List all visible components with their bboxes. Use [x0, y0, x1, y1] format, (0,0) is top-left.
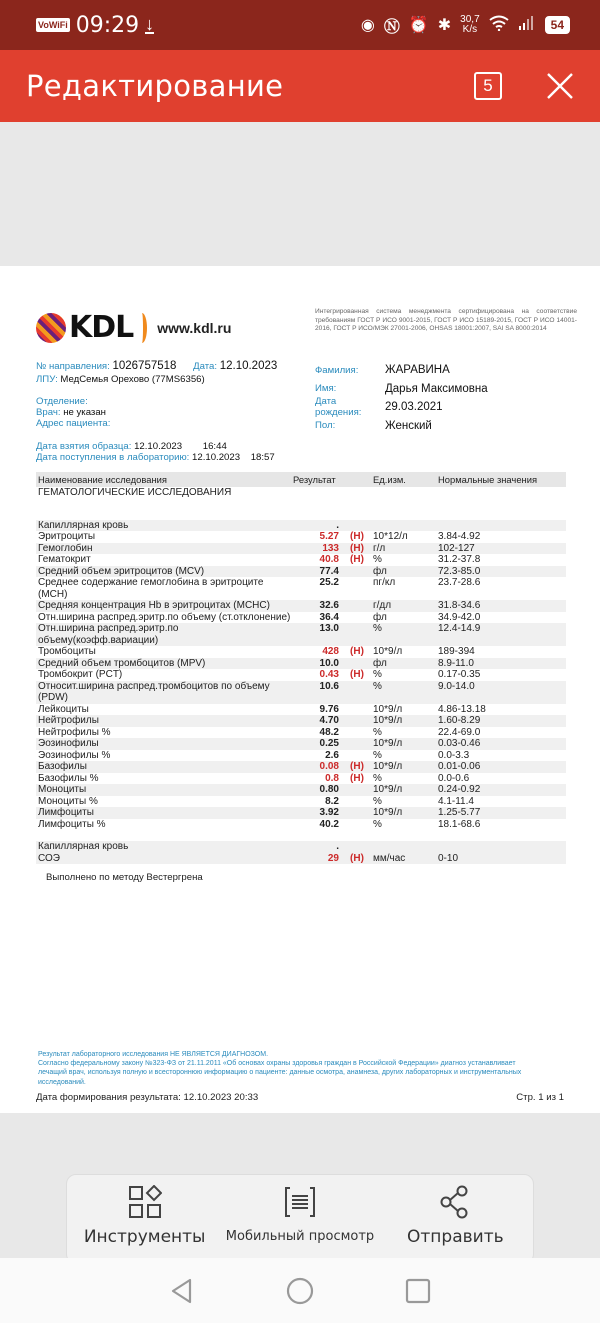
test-unit: фл [371, 658, 436, 670]
eye-icon: ◉ [360, 17, 375, 34]
test-flag [341, 577, 371, 600]
header-unit: Ед.изм. [371, 472, 436, 487]
result-row [36, 807, 566, 819]
test-name: Тромбокрит (PCT) [38, 669, 123, 680]
test-unit: 10*9/л [371, 715, 436, 727]
test-unit: 10*9/л [371, 738, 436, 750]
result-row [36, 669, 566, 681]
share-icon [438, 1185, 472, 1219]
share-button[interactable]: Отправить [378, 1185, 533, 1263]
test-result: 0.25 [291, 738, 341, 750]
test-unit: мм/час [371, 853, 436, 865]
result-row [36, 577, 566, 600]
test-result: 40.8 [319, 554, 339, 565]
test-norm: 0.17-0.35 [438, 669, 481, 680]
test-norm: 34.9-42.0 [438, 611, 481, 623]
test-unit: % [373, 772, 382, 784]
result-row [36, 704, 566, 716]
test-name: Гематокрит [38, 554, 91, 565]
spacer-row [36, 830, 566, 841]
test-unit: % [373, 749, 382, 761]
test-result: 2.6 [325, 749, 339, 761]
test-flag: (H) [341, 761, 371, 773]
logo-arc-icon [137, 313, 147, 343]
result-row [36, 543, 566, 555]
result-row [36, 715, 566, 727]
logo-ball-icon [36, 313, 66, 343]
test-flag: (H) [350, 669, 364, 680]
test-unit: % [373, 795, 382, 807]
group-title-row: Капиллярная кровь . [36, 520, 566, 532]
result-row [36, 623, 566, 646]
test-flag: (H) [341, 543, 371, 555]
test-name: Базофилы [36, 761, 291, 773]
header-norm: Нормальные значения [436, 472, 566, 487]
test-name: Гемоглобин [36, 543, 291, 555]
test-name: Средняя концентрация Hb в эритроцитах (MCHC) [36, 600, 291, 612]
result-row [36, 612, 566, 624]
test-flag [341, 704, 371, 716]
test-result: 133 [291, 543, 341, 555]
test-name: Моноциты % [38, 795, 98, 807]
mobile-view-icon [283, 1185, 317, 1219]
test-flag: (H) [341, 853, 371, 865]
report-footer [36, 1092, 564, 1103]
test-unit: % [371, 681, 436, 704]
referral-number: № направления: 1026757518 Дата: 12.10.2023 [36, 360, 278, 372]
test-result: 10.0 [291, 658, 341, 670]
test-norm: 31.8-34.6 [436, 600, 566, 612]
nfc-icon: Ⓝ [383, 18, 400, 36]
results-table [36, 472, 566, 884]
logo-text: KDL [69, 310, 134, 345]
test-unit: 10*9/л [373, 646, 403, 657]
test-flag [341, 600, 371, 612]
test-result: 9.76 [319, 703, 339, 715]
test-flag [341, 796, 371, 808]
test-norm: 72.3-85.0 [436, 566, 566, 578]
test-unit: % [373, 818, 382, 830]
test-result: 5.27 [319, 531, 339, 542]
home-icon[interactable] [286, 1277, 314, 1305]
test-unit: 10*9/л [373, 703, 403, 715]
test-flag [341, 738, 371, 750]
test-name: Отн.ширина распред.эритр.по объему (ст.отклонение) [38, 611, 291, 623]
test-norm: 4.1-11.4 [438, 795, 474, 807]
alarm-icon: ⏰ [408, 17, 429, 34]
mobile-view-button[interactable]: Мобильный просмотр [222, 1185, 377, 1263]
test-name: Относит.ширина распред.тромбоцитов по объему (PDW) [36, 681, 291, 704]
method-note-row: Выполнено по методу Вестергрена [46, 872, 203, 883]
test-unit: 10*9/л [371, 761, 436, 773]
test-result: 36.4 [319, 611, 339, 623]
doctor: Врач: не указан [36, 407, 106, 418]
result-row [36, 566, 566, 578]
department: Отделение: [36, 396, 88, 407]
test-flag [341, 807, 371, 819]
section-title-row: ГЕМАТОЛОГИЧЕСКИЕ ИССЛЕДОВАНИЯ [38, 487, 232, 498]
test-name: Нейтрофилы % [38, 726, 111, 738]
bottom-toolbar [66, 1174, 534, 1264]
header-result: Результат [291, 472, 371, 487]
kdl-logo [36, 310, 231, 345]
test-unit: фл [373, 611, 387, 623]
test-norm: 0-10 [436, 853, 566, 865]
patient-name: Имя: Дарья Максимовна [315, 382, 488, 395]
test-name: Тромбоциты [38, 646, 96, 657]
document-page[interactable] [0, 266, 600, 1113]
test-norm: 8.9-11.0 [436, 658, 566, 670]
status-bar [0, 0, 600, 50]
test-result: 3.92 [291, 807, 341, 819]
recents-icon[interactable] [404, 1277, 432, 1305]
app-title: Редактирование [26, 69, 284, 103]
test-name: Эозинофилы [36, 738, 291, 750]
test-result: 0.80 [291, 784, 341, 796]
result-row [36, 738, 566, 750]
test-norm: 12.4-14.9 [436, 623, 566, 646]
test-unit: 10*12/л [373, 531, 408, 542]
test-result: 25.2 [319, 577, 339, 588]
result-row [36, 853, 566, 865]
test-flag [341, 715, 371, 727]
close-button[interactable] [546, 72, 574, 100]
patient-info [315, 361, 488, 435]
test-unit: 10*9/л [371, 784, 436, 796]
test-unit: % [371, 623, 436, 646]
group-title-row: Капиллярная кровь . [36, 841, 566, 853]
test-name: Лимфоциты % [38, 818, 106, 830]
table-header [36, 472, 566, 487]
result-row [36, 796, 566, 808]
test-unit: г/л [371, 543, 436, 555]
test-result: 428 [322, 646, 339, 657]
result-row [36, 554, 566, 566]
result-row [36, 761, 566, 773]
test-name: Эозинофилы % [38, 749, 111, 761]
test-name: СОЭ [36, 853, 291, 865]
test-norm: 22.4-69.0 [438, 726, 481, 738]
page-indicator: Стр. 1 из 1 [516, 1092, 564, 1103]
test-flag [341, 566, 371, 578]
test-flag: (H) [350, 646, 364, 657]
test-unit: 10*9/л [371, 807, 436, 819]
test-unit: % [373, 669, 382, 680]
test-norm: 102-127 [436, 543, 566, 555]
spacer-row [36, 499, 566, 520]
test-norm: 1.60-8.29 [436, 715, 566, 727]
test-norm: 0.03-0.46 [436, 738, 566, 750]
test-result: 8.2 [325, 795, 339, 807]
system-nav-bar [0, 1258, 600, 1323]
battery-icon: 54 [545, 16, 570, 34]
test-flag [341, 658, 371, 670]
test-unit: фл [371, 566, 436, 578]
test-result: 40.2 [319, 818, 339, 830]
patient-sex: Пол: Женский [315, 419, 432, 432]
tools-icon [128, 1185, 162, 1219]
test-unit: пг/кл [373, 577, 396, 588]
test-norm: 1.25-5.77 [436, 807, 566, 819]
test-name: Средний объем тромбоцитов (MPV) [36, 658, 291, 670]
patient-dob: Дата рождения: 29.03.2021 [315, 396, 443, 419]
test-norm: 0.24-0.92 [436, 784, 566, 796]
test-norm: 0.01-0.06 [436, 761, 566, 773]
test-norm: 189-394 [438, 646, 475, 657]
test-result: 0.8 [325, 772, 339, 784]
test-name: Нейтрофилы [36, 715, 291, 727]
test-result: 0.08 [291, 761, 341, 773]
test-result: 4.70 [291, 715, 341, 727]
test-result: 29 [291, 853, 341, 865]
tab-count-button[interactable]: 5 [474, 72, 502, 100]
patient-surname: Фамилия: ЖАРАВИНА [315, 364, 450, 377]
certification-text: Интегрированная система менеджмента сертифицирована на соответствие требованиям ГОСТ Р ИСО 9001-2015, ГОСТ Р ИСО 15189-2015, ГОСТ Р ИСО 14001-2016, ГОСТ Р ИСО/МЭК 27001-2006, OHSAS 18001:2007, SAI SA 8000:2014 [315, 308, 577, 333]
result-row [36, 750, 566, 762]
result-date: Дата формирования результата: 12.10.2023 20:33 [36, 1092, 259, 1103]
test-flag [341, 819, 371, 831]
test-flag: (H) [350, 772, 364, 784]
test-result: 13.0 [291, 623, 341, 646]
result-row [36, 784, 566, 796]
test-result: 10.6 [291, 681, 341, 704]
test-result: 32.6 [291, 600, 341, 612]
download-icon: ↓ [145, 14, 155, 34]
test-norm: 31.2-37.8 [438, 554, 481, 565]
test-name: Отн.ширина распред.эритр.по объему(коэфф.вариации) [36, 623, 291, 646]
test-norm: 0.0-3.3 [438, 749, 470, 761]
test-flag [341, 612, 371, 624]
lpu: ЛПУ: МедСемья Орехово (77MS6356) [36, 374, 205, 385]
test-flag [341, 727, 371, 739]
test-name: Среднее содержание гемоглобина в эритроците (MCH) [38, 577, 264, 600]
vowifi-icon: VoWiFi [38, 20, 68, 30]
test-norm: 4.86-13.18 [438, 703, 486, 715]
sample-date: Дата взятия образца: 12.10.2023 16:44 [36, 441, 227, 452]
test-flag: (H) [350, 531, 364, 542]
tools-button[interactable]: Инструменты [67, 1185, 222, 1263]
test-norm: 0.0-0.6 [438, 772, 470, 784]
header-name: Наименование исследования [36, 472, 291, 487]
logo-url: www.kdl.ru [157, 319, 232, 336]
test-flag [341, 750, 371, 762]
result-row [36, 646, 566, 658]
test-flag [341, 623, 371, 646]
test-norm: 9.0-14.0 [436, 681, 566, 704]
test-name: Моноциты [36, 784, 291, 796]
test-unit: % [373, 554, 382, 565]
close-icon [546, 72, 574, 100]
patient-address: Адрес пациента: [36, 418, 111, 429]
test-name: Эритроциты [38, 531, 96, 542]
result-row [36, 600, 566, 612]
result-row [36, 658, 566, 670]
test-result: 77.4 [291, 566, 341, 578]
disclaimer: Результат лабораторного исследования НЕ ЯВЛЯЕТСЯ ДИАГНОЗОМ. Согласно федеральному закону №323-ФЗ от 21.11.2011 «Об основах охраны здоровья граждан в Российской Федерации» диагноз устанавливает лечащий врач, используя полную и всестороннюю информацию о пациенте: данные осмотра, анамнеза, других лабораторных и инструментальных исследований. [38, 1051, 522, 1086]
app-bar [0, 50, 600, 122]
test-norm: 18.1-68.6 [438, 818, 481, 830]
result-row [36, 531, 566, 543]
clock: 09:29 [75, 12, 140, 38]
test-norm: 23.7-28.6 [438, 577, 481, 588]
test-name: Лейкоциты [38, 703, 89, 715]
test-unit: % [373, 726, 382, 738]
signal-icon [518, 16, 536, 35]
result-row [36, 681, 566, 704]
wifi-icon [489, 15, 509, 36]
back-icon[interactable] [168, 1277, 196, 1305]
test-flag: (H) [350, 554, 364, 565]
test-name: Базофилы % [38, 772, 99, 784]
test-name: Средний объем эритроцитов (MCV) [36, 566, 291, 578]
test-flag [341, 784, 371, 796]
test-result: 48.2 [319, 726, 339, 738]
network-speed: 30,7 K/s [460, 14, 480, 35]
test-result: 0.43 [319, 669, 339, 680]
test-norm: 3.84-4.92 [438, 531, 481, 542]
result-row [36, 727, 566, 739]
lab-date: Дата поступления в лабораторию: 12.10.2023 18:57 [36, 452, 275, 463]
test-name: Лимфоциты [36, 807, 291, 819]
test-flag [341, 681, 371, 704]
bluetooth-icon: ✱ [437, 17, 452, 34]
result-row [36, 773, 566, 785]
result-row [36, 819, 566, 831]
test-unit: г/дл [371, 600, 436, 612]
